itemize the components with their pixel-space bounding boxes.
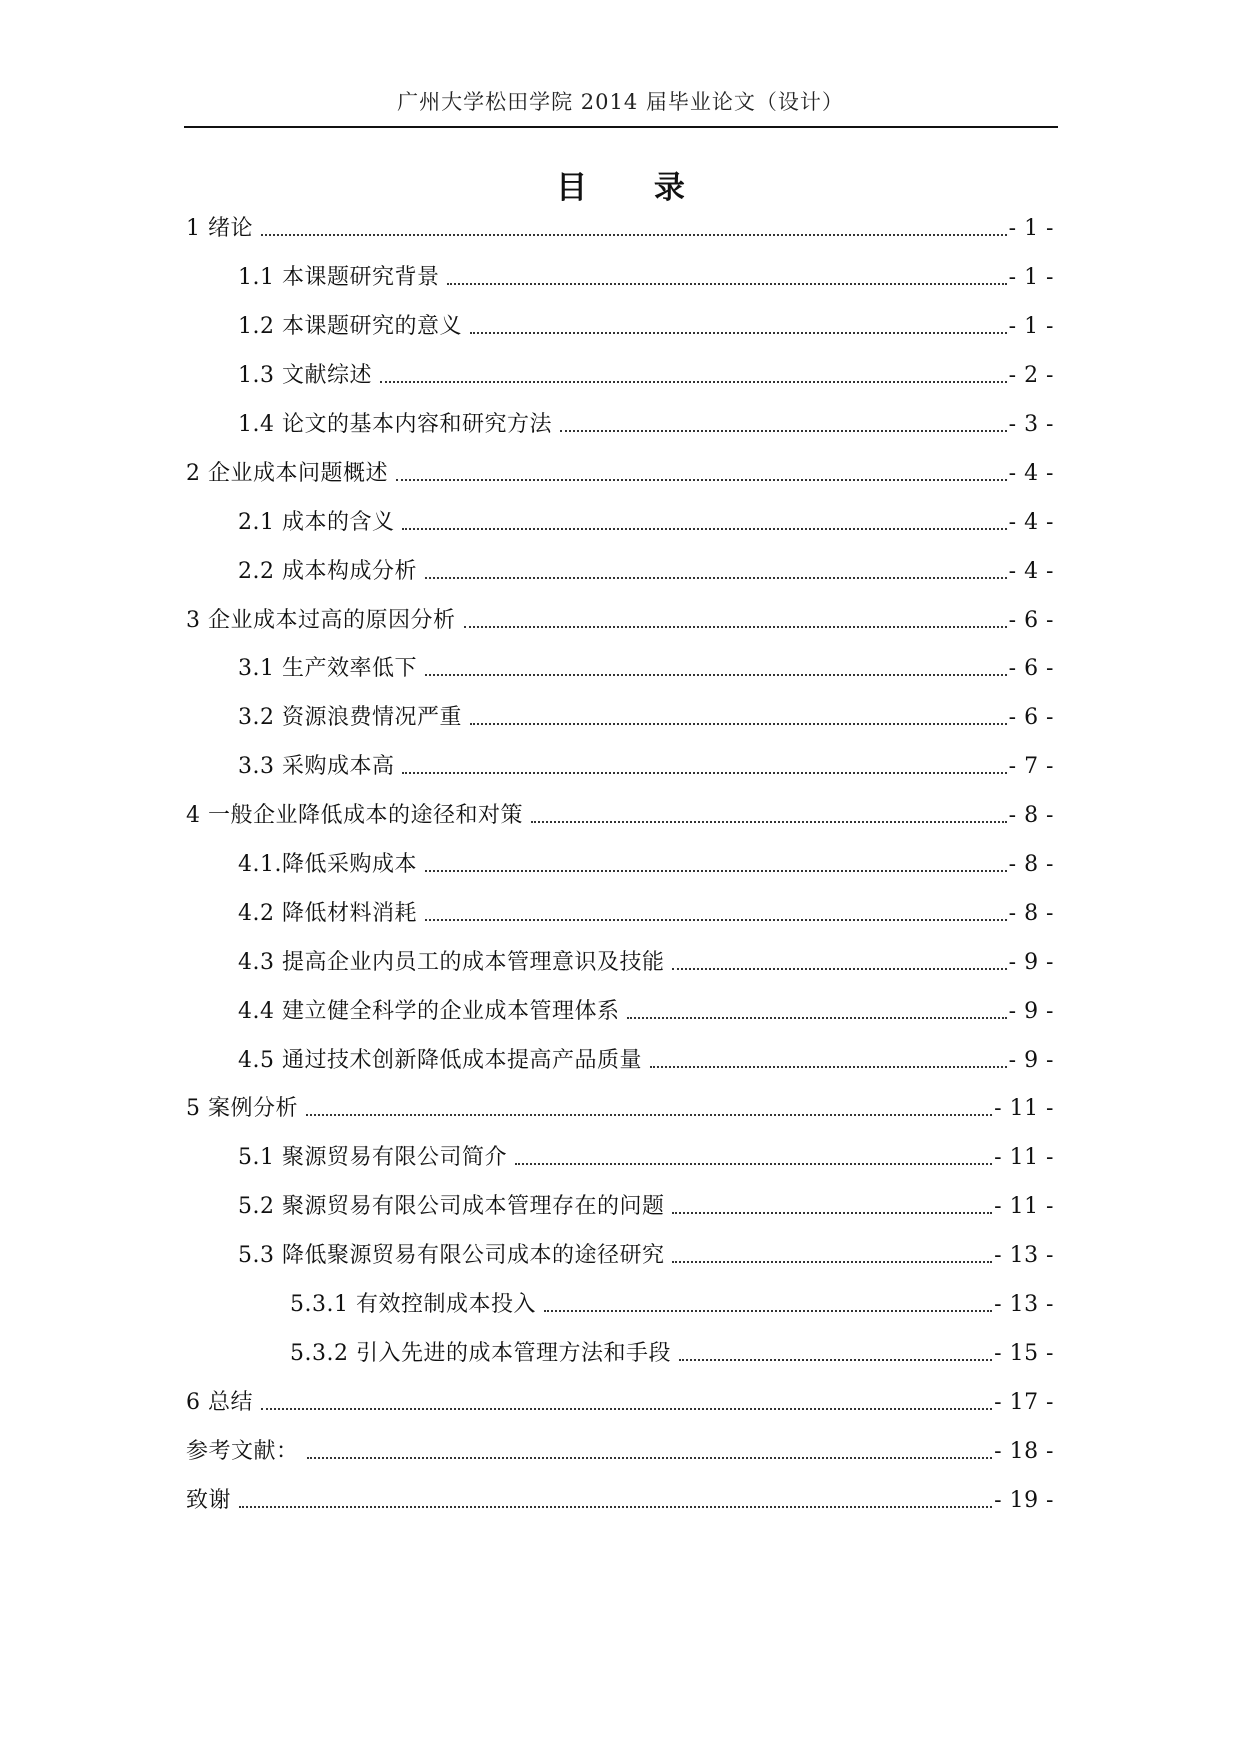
dot-leader [672, 968, 1006, 970]
toc-entry-page: - 1 - [1008, 265, 1054, 291]
toc-entry[interactable] [186, 449, 1054, 498]
toc-entry-page: - 11 - [994, 1194, 1054, 1220]
dot-leader [544, 1310, 992, 1312]
toc-entry-label: 5.3.2 引入先进的成本管理方法和手段 [290, 1340, 671, 1366]
toc-list [186, 205, 1054, 1525]
toc-entry[interactable] [186, 205, 1054, 254]
toc-entry-page: - 6 - [1008, 656, 1054, 682]
toc-entry-label: 3.1 生产效率低下 [238, 656, 417, 682]
toc-entry[interactable] [186, 1281, 1054, 1330]
dot-leader [396, 479, 1007, 481]
dot-leader [447, 283, 1006, 285]
toc-entry[interactable] [186, 743, 1054, 792]
toc-entry[interactable] [186, 303, 1054, 352]
toc-entry-page: - 11 - [994, 1096, 1054, 1122]
toc-entry-page: - 6 - [1008, 607, 1054, 633]
toc-entry-label: 4.5 通过技术创新降低成本提高产品质量 [238, 1047, 642, 1073]
toc-entry-label: 5.1 聚源贸易有限公司简介 [238, 1145, 507, 1171]
dot-leader [470, 723, 1007, 725]
toc-entry-label: 5.3 降低聚源贸易有限公司成本的途径研究 [238, 1243, 665, 1269]
dot-leader [470, 332, 1007, 334]
toc-entry[interactable] [186, 694, 1054, 743]
toc-entry-page: - 8 - [1008, 803, 1054, 829]
toc-entry-page: - 1 - [1008, 216, 1054, 242]
dot-leader [672, 1261, 992, 1263]
toc-entry-label: 2.2 成本构成分析 [238, 558, 417, 584]
toc-entry-page: - 13 - [994, 1243, 1054, 1269]
toc-entry-page: - 2 - [1008, 363, 1054, 389]
dot-leader [306, 1114, 992, 1116]
dot-leader [650, 1066, 1007, 1068]
toc-entry-page: - 9 - [1008, 949, 1054, 975]
dot-leader [679, 1359, 992, 1361]
toc-entry-label: 6 总结 [186, 1389, 253, 1415]
toc-entry-page: - 15 - [994, 1340, 1054, 1366]
toc-entry-label: 2 企业成本问题概述 [186, 460, 388, 486]
dot-leader [380, 381, 1007, 383]
dot-leader [515, 1163, 992, 1165]
toc-entry-label: 4.3 提高企业内员工的成本管理意识及技能 [238, 949, 665, 975]
toc-entry-label: 3.2 资源浪费情况严重 [238, 705, 462, 731]
dot-leader [425, 674, 1007, 676]
dot-leader [402, 772, 1006, 774]
toc-entry-label: 4.4 建立健全科学的企业成本管理体系 [238, 998, 620, 1024]
header-rule [184, 126, 1058, 128]
toc-entry[interactable] [186, 938, 1054, 987]
toc-entry-page: - 18 - [994, 1438, 1054, 1464]
toc-entry-page: - 1 - [1008, 314, 1054, 340]
toc-entry-label: 4 一般企业降低成本的途径和对策 [186, 803, 523, 829]
toc-entry-label: 1.4 论文的基本内容和研究方法 [238, 412, 552, 437]
dot-leader [627, 1017, 1006, 1019]
toc-entry-page: - 11 - [994, 1145, 1054, 1171]
toc-entry[interactable] [186, 254, 1054, 303]
toc-entry-page: - 8 - [1008, 852, 1054, 878]
toc-entry-page: - 7 - [1008, 754, 1054, 780]
dot-leader [560, 430, 1007, 432]
toc-entry[interactable] [186, 1183, 1054, 1232]
toc-entry[interactable] [186, 1329, 1054, 1378]
dot-leader [307, 1457, 993, 1459]
toc-entry[interactable] [186, 1036, 1054, 1085]
dot-leader [261, 1408, 992, 1410]
toc-entry[interactable] [186, 1378, 1054, 1427]
dot-leader [402, 528, 1006, 530]
toc-entry-label: 4.2 降低材料消耗 [238, 900, 417, 926]
toc-entry-label: 1.1 本课题研究背景 [238, 265, 440, 291]
toc-entry-page: - 4 - [1008, 558, 1054, 584]
dot-leader [425, 870, 1007, 872]
dot-leader [531, 821, 1007, 823]
toc-entry[interactable] [186, 596, 1054, 645]
toc-entry[interactable] [186, 841, 1054, 890]
toc-entry-label: 5 案例分析 [186, 1096, 298, 1122]
dot-leader [672, 1212, 992, 1214]
toc-entry[interactable] [186, 498, 1054, 547]
toc-entry-page: - 3 - [1008, 412, 1054, 437]
toc-entry[interactable] [186, 1134, 1054, 1183]
toc-title: 目 录 [556, 170, 713, 206]
toc-entry[interactable] [186, 352, 1054, 401]
toc-entry-label: 1.3 文献综述 [238, 363, 372, 389]
toc-entry-label: 4.1.降低采购成本 [238, 852, 417, 878]
toc-entry[interactable] [186, 547, 1054, 596]
dot-leader [425, 919, 1007, 921]
toc-entry-label: 3 企业成本过高的原因分析 [186, 607, 456, 633]
toc-entry-label: 2.1 成本的含义 [238, 509, 395, 535]
toc-entry-label: 5.3.1 有效控制成本投入 [290, 1292, 536, 1318]
toc-entry-page: - 13 - [994, 1292, 1054, 1318]
toc-entry-label: 参考文献： [186, 1438, 299, 1464]
toc-entry[interactable] [186, 1476, 1054, 1525]
dot-leader [239, 1506, 992, 1508]
toc-entry-page: - 17 - [994, 1389, 1054, 1415]
toc-entry-label: 5.2 聚源贸易有限公司成本管理存在的问题 [238, 1194, 665, 1220]
dot-leader [464, 626, 1007, 628]
toc-entry[interactable] [186, 889, 1054, 938]
toc-entry[interactable] [186, 987, 1054, 1036]
toc-entry[interactable] [186, 1085, 1054, 1134]
dot-leader [425, 577, 1007, 579]
page-header: 广州大学松田学院 2014 届毕业论文（设计） [397, 90, 844, 114]
toc-entry-page: - 9 - [1008, 1047, 1054, 1073]
toc-entry-page: - 9 - [1008, 998, 1054, 1024]
toc-entry[interactable] [186, 792, 1054, 841]
toc-entry[interactable] [186, 1232, 1054, 1281]
toc-entry-label: 1.2 本课题研究的意义 [238, 314, 462, 340]
toc-entry[interactable] [186, 401, 1054, 450]
toc-entry-page: - 19 - [994, 1487, 1054, 1513]
toc-entry-page: - 4 - [1008, 460, 1054, 486]
dot-leader [261, 234, 1007, 236]
toc-entry-page: - 8 - [1008, 900, 1054, 926]
toc-entry-page: - 4 - [1008, 509, 1054, 535]
toc-entry-label: 3.3 采购成本高 [238, 754, 395, 780]
toc-entry-page: - 6 - [1008, 705, 1054, 731]
toc-entry-label: 1 绪论 [186, 216, 253, 242]
toc-entry[interactable] [186, 645, 1054, 694]
toc-entry-label: 致谢 [186, 1487, 232, 1513]
toc-entry[interactable] [186, 1427, 1054, 1476]
